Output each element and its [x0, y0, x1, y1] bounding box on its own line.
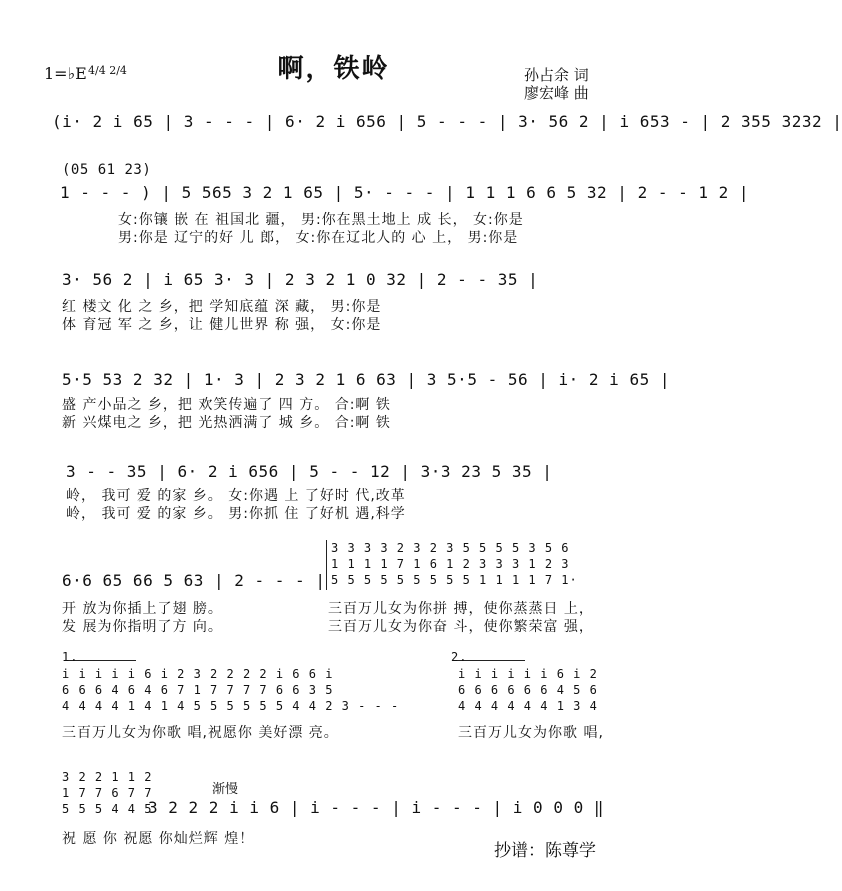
row7-chord-bottom: 5 5 5 4 4 5 — [62, 802, 153, 816]
row5-chord-top: 3 3 3 3 2 3 2 3 5 5 5 5 3 5 6 — [331, 541, 570, 555]
meter-4-4: 4/4 — [88, 64, 106, 77]
row6-chord-top: i i i i i 6 i 2 3 2 2 2 2 i 6 6 i — [62, 667, 334, 681]
row5-notation: 6·6 65 66 5 63 | 2 - - - | — [62, 571, 326, 590]
row6b-lyric: 三百万儿女为你歌 唱, — [458, 725, 604, 741]
row5-chord-mid: 1 1 1 1 7 1 6 1 2 3 3 3 1 2 3 — [331, 557, 570, 571]
intro-notation: (i· 2 i 65 | 3 - - - | 6· 2 i 656 | 5 - - - | 3· 56 2 | i 653 - | 2 355 3232 | — [52, 112, 842, 131]
row1-lyric-verse1: 女:你镶 嵌 在 祖国北 疆， 男:你在黑土地上 成 长， 女:你是 — [118, 212, 524, 228]
row7-lyric: 祝 愿 你 祝愿 你灿烂辉 煌！ — [62, 831, 255, 847]
row3-lyric-verse1: 盛 产小品之 乡，把 欢笑传遍了 四 方。 合:啊 铁 — [62, 397, 391, 413]
key-signature: 1=♭E — [44, 64, 87, 83]
row7-notation: 3 2 2 2 i i 6 | i - - - | i - - - | i 0 0 0 ‖ — [148, 798, 604, 817]
row2-lyric-verse1: 红 楼文 化 之 乡，把 学知底蕴 深 藏， 男:你是 — [62, 299, 382, 315]
row1-lyric-verse2: 男:你是 辽宁的好 儿 郎， 女:你在辽北人的 心 上， 男:你是 — [118, 230, 519, 246]
row5-chord-bottom: 5 5 5 5 5 5 5 5 5 1 1 1 1 7 1· — [331, 573, 578, 587]
transcriber-credit: 抄谱：陈尊学 — [494, 841, 596, 861]
tempo-marking: 渐慢 — [212, 782, 239, 797]
row5-chord-barline — [326, 540, 327, 590]
row3-notation: 5·5 53 2 32 | 1· 3 | 2 3 2 1 6 63 | 3 5·5 - 56 | i· 2 i 65 | — [62, 370, 670, 389]
row6b-chord-top: i i i i i i 6 i 2 — [458, 667, 598, 681]
pickup-notation: (05 61 23) — [62, 162, 152, 178]
song-title: 啊，铁岭 — [277, 54, 390, 84]
meter-2-4: 2/4 — [109, 64, 127, 77]
volta2-label: 2. — [451, 650, 468, 664]
volta1-label: 1. — [62, 650, 79, 664]
row5-lyric-verse1-chorus: 三百万儿女为你拼 搏，使你蒸蒸日 上， — [328, 601, 594, 617]
row2-lyric-verse2: 体 育冠 军 之 乡，让 健儿世界 称 强， 女:你是 — [62, 317, 382, 333]
row5-lyric-verse2: 发 展为你指明了方 向。 — [62, 619, 223, 635]
row6b-chord-mid: 6 6 6 6 6 6 4 5 6 — [458, 683, 598, 697]
row7-chord-mid: 1 7 7 6 7 7 — [62, 786, 153, 800]
row2-notation: 3· 56 2 | i 65 3· 3 | 2 3 2 1 0 32 | 2 - - 35 | — [62, 270, 539, 289]
row4-notation: 3 - - 35 | 6· 2 i 656 | 5 - - 12 | 3·3 23 5 35 | — [66, 462, 553, 481]
row5-lyric-verse1: 开 放为你插上了翅 膀。 — [62, 601, 223, 617]
row7-chord-top: 3 2 2 1 1 2 — [62, 770, 153, 784]
composer-credit: 廖宏峰 曲 — [524, 84, 589, 102]
row5-lyric-verse2-chorus: 三百万儿女为你奋 斗，使你繁荣富 强， — [328, 619, 594, 635]
lyricist-credit: 孙占余 词 — [524, 66, 589, 84]
row3-lyric-verse2: 新 兴煤电之 乡，把 光热洒满了 城 乡。 合:啊 铁 — [62, 415, 391, 431]
row4-lyric-verse2: 岭， 我可 爱 的家 乡。 男:你抓 住 了好机 遇,科学 — [66, 506, 406, 522]
row6-chord-bottom: 4 4 4 4 1 4 1 4 5 5 5 5 5 5 4 4 2 3 - - - — [62, 699, 400, 713]
row4-lyric-verse1: 岭， 我可 爱 的家 乡。 女:你遇 上 了好时 代,改革 — [66, 488, 406, 504]
row6-lyric: 三百万儿女为你歌 唱,祝愿你 美好漂 亮。 — [62, 725, 339, 741]
row6-chord-mid: 6 6 6 4 6 4 6 7 1 7 7 7 7 6 6 3 5 — [62, 683, 334, 697]
row1-notation: 1 - - - ) | 5 565 3 2 1 65 | 5· - - - | 1 1 1 6 6 5 32 | 2 - - 1 2 | — [60, 183, 750, 202]
row6b-chord-bottom: 4 4 4 4 4 4 1 3 4 — [458, 699, 598, 713]
